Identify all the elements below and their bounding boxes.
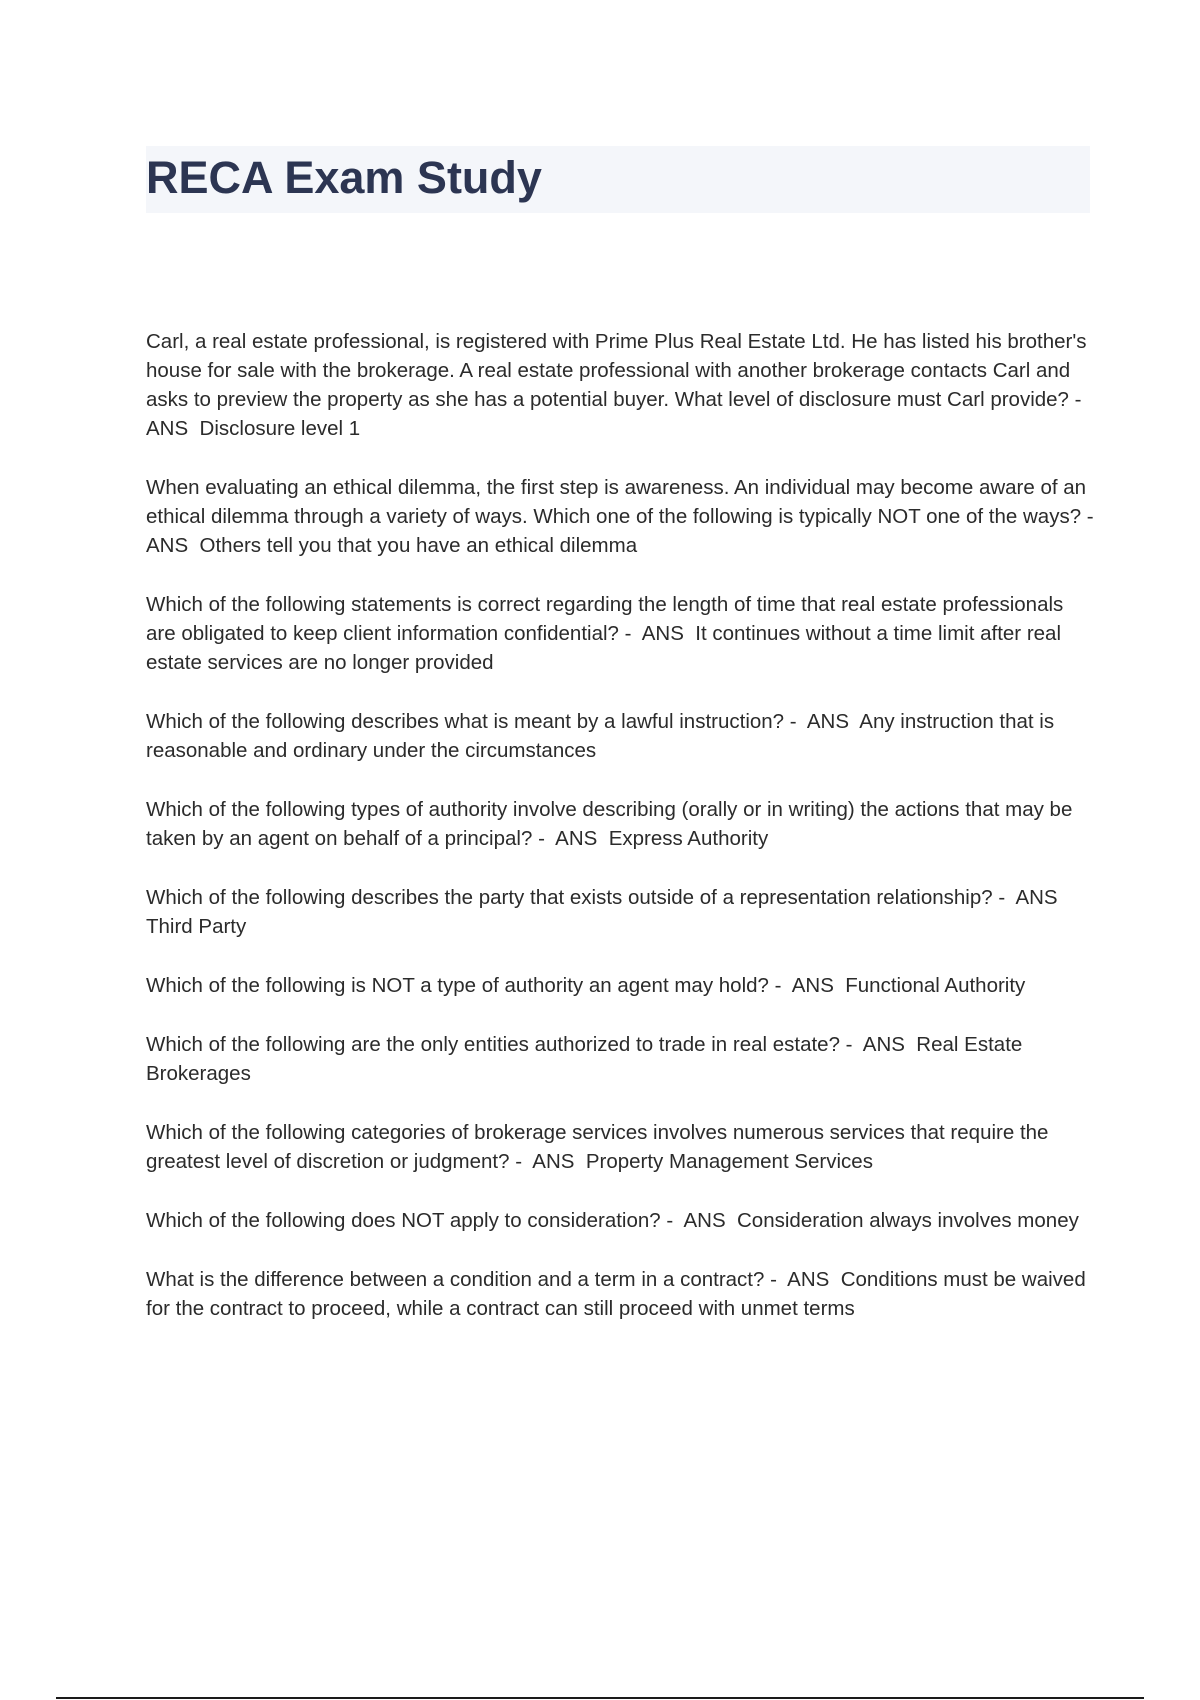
title-band [146, 146, 1090, 213]
qa-item-3: Which of the following statements is correct regarding the length of time that real estate professionals are obligated to keep client information confidential? - ANS It continues without a time limit after real estate services are no longer provided [146, 593, 1069, 674]
qa-item-1: Carl, a real estate professional, is registered with Prime Plus Real Estate Ltd. He has listed his brother's house for sale with the brokerage. A real estate professional with another brokerage contacts Carl and asks to preview the property as she has a potential buyer. What level of disclosure must Carl provide? - ANS Disclosure level 1 [146, 330, 1093, 440]
qa-item-9: Which of the following categories of brokerage services involves numerous services that require the greatest level of discretion or judgment? - ANS Property Management Services [146, 1121, 1055, 1173]
qa-item-6: Which of the following describes the party that exists outside of a representation relationship? - ANS Third Party [146, 886, 1069, 938]
qa-item-5: Which of the following types of authority involve describing (orally or in writing) the actions that may be taken by an agent on behalf of a principal? - ANS Express Authority [146, 798, 1079, 850]
qa-item-11: What is the difference between a condition and a term in a contract? - ANS Conditions must be waived for the contract to proceed, while a contract can still proceed with unmet terms [146, 1268, 1092, 1320]
qa-list [146, 327, 1104, 1353]
qa-item-7: Which of the following is NOT a type of authority an agent may hold? - ANS Functional Authority [146, 974, 1026, 997]
bottom-rule [56, 1697, 1144, 1699]
qa-item-4: Which of the following describes what is meant by a lawful instruction? - ANS Any instruction that is reasonable and ordinary under the circumstances [146, 710, 1060, 762]
qa-item-10: Which of the following does NOT apply to consideration? - ANS Consideration always involves money [146, 1209, 1079, 1232]
page-title: RECA Exam Study [146, 152, 542, 203]
qa-item-8: Which of the following are the only entities authorized to trade in real estate? - ANS Real Estate Brokerages [146, 1033, 1028, 1085]
qa-item-2: When evaluating an ethical dilemma, the first step is awareness. An individual may become aware of an ethical dilemma through a variety of ways. Which one of the following is typically NOT one of the ways? - ANS Others tell you that you have an ethical dilemma [146, 476, 1104, 557]
